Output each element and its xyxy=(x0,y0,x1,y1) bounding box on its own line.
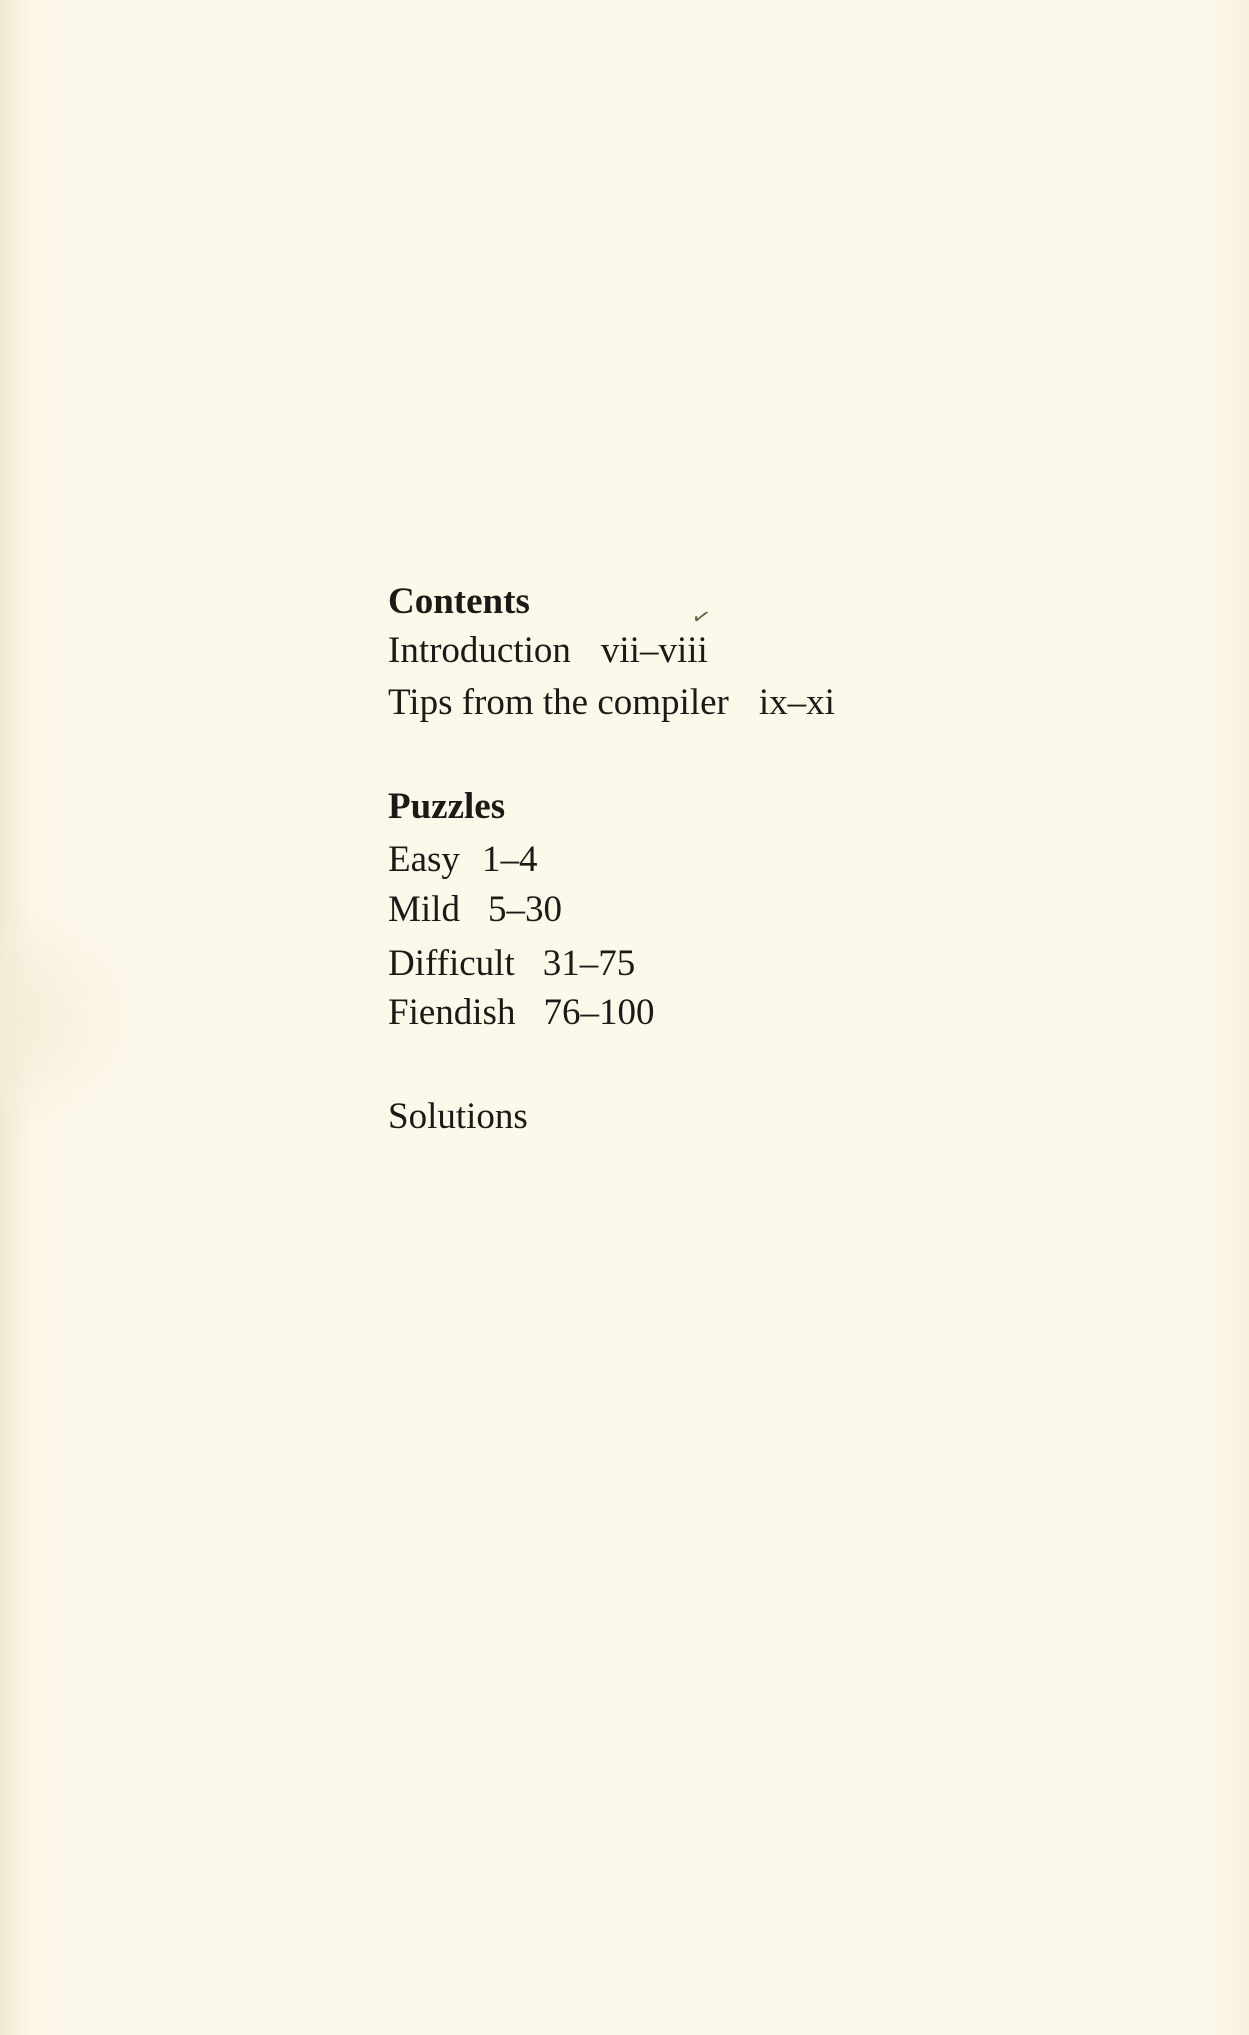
toc-entry-fiendish xyxy=(388,994,654,1031)
puzzles-heading: Puzzles xyxy=(388,786,506,827)
toc-entry-label: Introduction xyxy=(388,630,571,671)
toc-entry-difficult xyxy=(388,945,635,982)
toc-entry-pages: 5–30 xyxy=(487,889,562,930)
toc-entry-label: Tips from the compiler xyxy=(388,682,729,723)
contents-heading: Contents xyxy=(388,581,530,622)
toc-entry-pages: 1–4 xyxy=(481,839,538,880)
toc-entry-label: Difficult xyxy=(388,943,515,984)
toc-entry-label: Mild xyxy=(388,889,460,930)
toc-entry-pages: vii–viii xyxy=(600,630,708,671)
toc-entry-tips xyxy=(388,684,835,721)
pencil-tick-mark-icon: ✓ xyxy=(689,602,714,632)
toc-entry-label: Fiendish xyxy=(388,992,516,1033)
toc-entry-pages: ix–xi xyxy=(758,682,835,723)
toc-entry-solutions: Solutions xyxy=(388,1096,528,1137)
toc-entry-mild xyxy=(388,891,562,928)
toc-entry-label: Easy xyxy=(388,839,460,880)
toc-entry-pages: 31–75 xyxy=(542,943,636,984)
toc-entry-easy xyxy=(388,841,537,878)
toc-entry-introduction xyxy=(388,632,708,669)
toc-entry-pages: 76–100 xyxy=(543,992,655,1033)
